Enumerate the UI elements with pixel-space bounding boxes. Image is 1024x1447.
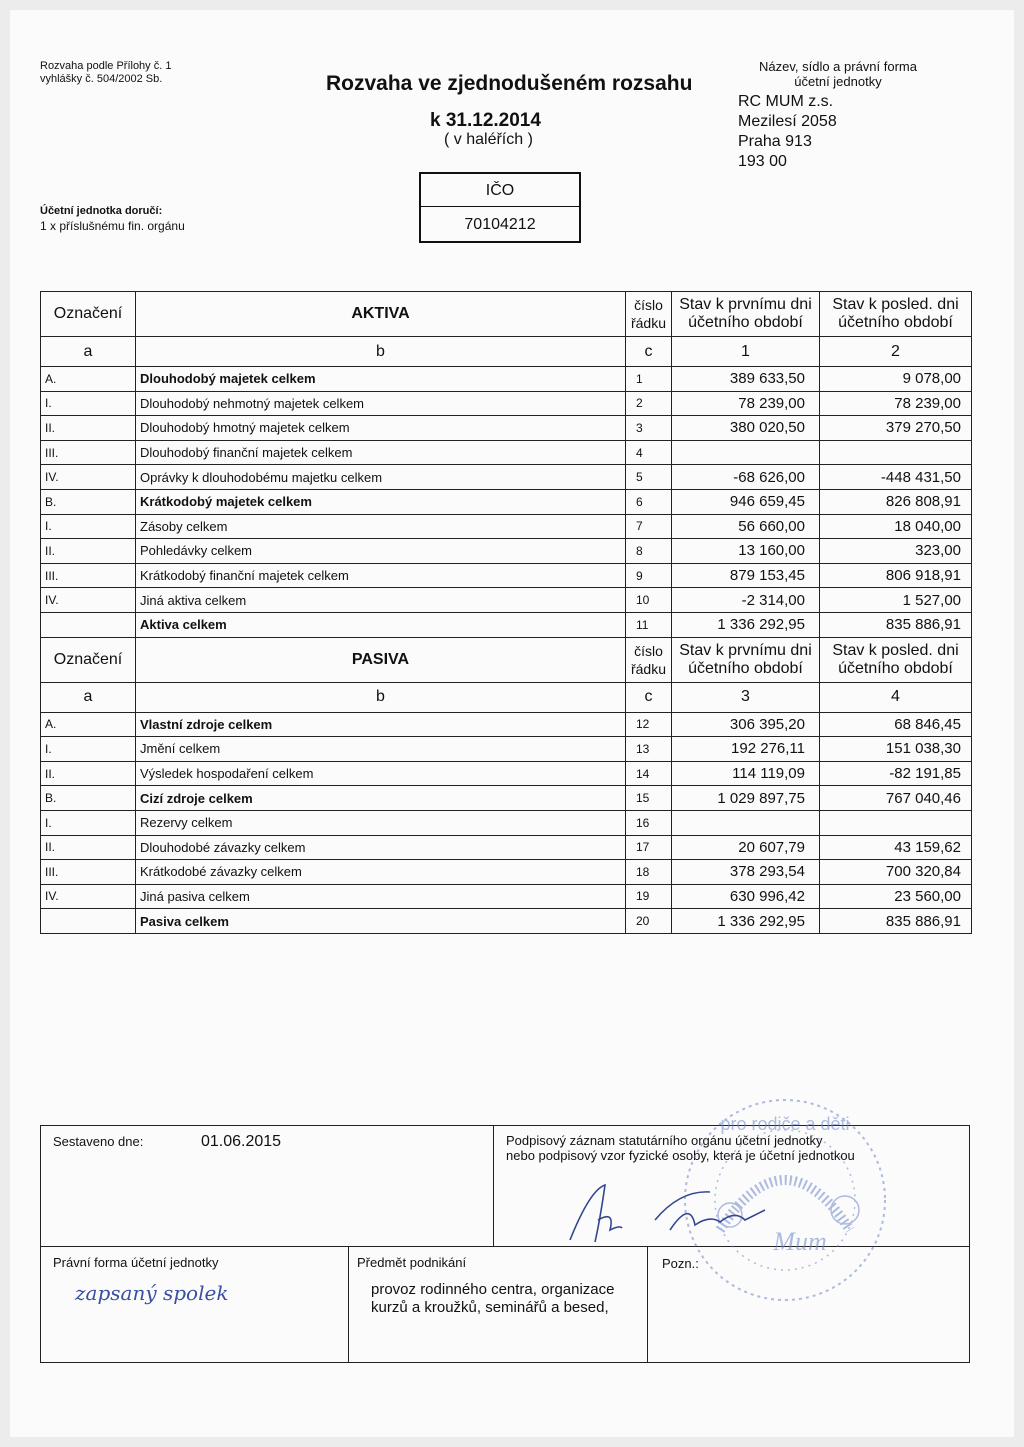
business-line2: kurzů a kroužků, seminářů a besed, (371, 1299, 609, 1316)
assets-table-row (41, 440, 972, 465)
row-name: Rezervy celkem (136, 810, 626, 835)
compiled-label: Sestaveno dne: (53, 1134, 144, 1149)
row-start-value: 306 395,20 (672, 712, 820, 737)
row-code: B. (41, 786, 136, 811)
row-code (41, 612, 136, 637)
assets-col-mark: Označení (41, 292, 136, 337)
row-end-value: 806 918,91 (820, 563, 972, 588)
assets-table-row (41, 391, 972, 416)
row-number: 4 (626, 440, 672, 465)
liabilities-table-row (41, 786, 972, 811)
entity-label-line2: účetní jednotky (794, 74, 882, 89)
liabilities-col-mark: Označení (41, 637, 136, 682)
entity-block (738, 59, 968, 172)
business-line1: provoz rodinného centra, organizace (371, 1281, 615, 1298)
row-name: Aktiva celkem (136, 612, 626, 637)
row-number: 16 (626, 810, 672, 835)
row-name: Krátkodobé závazky celkem (136, 860, 626, 885)
row-start-value: 192 276,11 (672, 737, 820, 762)
row-start-value: 879 153,45 (672, 563, 820, 588)
row-name: Cizí zdroje celkem (136, 786, 626, 811)
row-name: Pasiva celkem (136, 909, 626, 934)
form-note-line2: vyhlášky č. 504/2002 Sb. (40, 73, 163, 85)
liabilities-sub-a: a (41, 682, 136, 712)
liabilities-col-rowno: číslo řádku (626, 637, 672, 682)
ico-box (419, 172, 581, 243)
row-name: Jiná aktiva celkem (136, 588, 626, 613)
row-number: 13 (626, 737, 672, 762)
row-number: 12 (626, 712, 672, 737)
row-start-value: 78 239,00 (672, 391, 820, 416)
row-start-value: 1 336 292,95 (672, 612, 820, 637)
liabilities-sub-c: c (626, 682, 672, 712)
delivery-value: 1 x příslušnému fin. orgánu (40, 219, 185, 233)
compiled-date: 01.06.2015 (201, 1133, 282, 1150)
row-start-value: 378 293,54 (672, 860, 820, 885)
row-number: 5 (626, 465, 672, 490)
row-start-value: -68 626,00 (672, 465, 820, 490)
row-name: Dlouhodobý hmotný majetek celkem (136, 416, 626, 441)
row-start-value: -2 314,00 (672, 588, 820, 613)
row-code: I. (41, 737, 136, 762)
row-code: I. (41, 514, 136, 539)
row-code: III. (41, 860, 136, 885)
row-number: 10 (626, 588, 672, 613)
row-number: 8 (626, 539, 672, 564)
row-name: Zásoby celkem (136, 514, 626, 539)
assets-table-row (41, 416, 972, 441)
liabilities-sub-3: 3 (672, 682, 820, 712)
row-start-value: 389 633,50 (672, 367, 820, 392)
row-end-value: 18 040,00 (820, 514, 972, 539)
note-label: Pozn.: (662, 1256, 699, 1271)
row-end-value: -448 431,50 (820, 465, 972, 490)
row-code: II. (41, 835, 136, 860)
liabilities-col-start: Stav k prvnímu dni účetního období (672, 637, 820, 682)
liabilities-table-row (41, 835, 972, 860)
row-end-value: 323,00 (820, 539, 972, 564)
row-name: Jiná pasiva celkem (136, 884, 626, 909)
form-note-line1: Rozvaha podle Přílohy č. 1 (40, 60, 172, 72)
row-start-value (672, 810, 820, 835)
row-name: Jmění celkem (136, 737, 626, 762)
form-note (40, 60, 171, 86)
row-code: III. (41, 440, 136, 465)
row-code: I. (41, 810, 136, 835)
row-code: A. (41, 712, 136, 737)
liabilities-col-end: Stav k posled. dni účetního období (820, 637, 972, 682)
row-number: 1 (626, 367, 672, 392)
liabilities-sub-b: b (136, 682, 626, 712)
row-end-value: 700 320,84 (820, 860, 972, 885)
liabilities-table-row (41, 860, 972, 885)
assets-table-row (41, 489, 972, 514)
assets-sub-a: a (41, 337, 136, 367)
assets-sub-1: 1 (672, 337, 820, 367)
row-number: 2 (626, 391, 672, 416)
assets-col-end: Stav k posled. dni účetního období (820, 292, 972, 337)
liabilities-col-title: PASIVA (136, 637, 626, 682)
row-start-value: 630 996,42 (672, 884, 820, 909)
assets-sub-c: c (626, 337, 672, 367)
entity-zip: 193 00 (738, 153, 787, 170)
business-box (348, 1246, 648, 1363)
ico-label: IČO (421, 174, 579, 207)
assets-table-row (41, 612, 972, 637)
row-code: II. (41, 416, 136, 441)
row-number: 3 (626, 416, 672, 441)
assets-col-start: Stav k prvnímu dni účetního období (672, 292, 820, 337)
row-end-value: 68 846,45 (820, 712, 972, 737)
row-code: IV. (41, 465, 136, 490)
assets-sub-row (41, 337, 972, 367)
row-code: A. (41, 367, 136, 392)
assets-sub-b: b (136, 337, 626, 367)
liabilities-table-row (41, 712, 972, 737)
liabilities-sub-row (41, 682, 972, 712)
liabilities-table-row (41, 737, 972, 762)
row-end-value: 379 270,50 (820, 416, 972, 441)
row-end-value: 826 808,91 (820, 489, 972, 514)
ico-value: 70104212 (464, 216, 536, 233)
signature-label-line2: nebo podpisový vzor fyzické osoby, která je účetní jednotkou (506, 1148, 855, 1163)
liabilities-header-row (41, 637, 972, 682)
row-number: 15 (626, 786, 672, 811)
assets-header-row (41, 292, 972, 337)
liabilities-table-row (41, 761, 972, 786)
business-label: Předmět podnikání (357, 1255, 467, 1270)
row-number: 19 (626, 884, 672, 909)
assets-table-row (41, 465, 972, 490)
row-code: II. (41, 539, 136, 564)
liabilities-table-row (41, 810, 972, 835)
row-name: Dlouhodobé závazky celkem (136, 835, 626, 860)
liabilities-sub-4: 4 (820, 682, 972, 712)
row-number: 20 (626, 909, 672, 934)
row-end-value: 9 078,00 (820, 367, 972, 392)
row-start-value: 380 020,50 (672, 416, 820, 441)
entity-name: RC MUM z.s. (738, 93, 834, 110)
legal-form-label: Právní forma účetní jednotky (53, 1255, 219, 1270)
document-date: k 31.12.2014 (430, 110, 541, 131)
row-end-value: 1 527,00 (820, 588, 972, 613)
row-code: B. (41, 489, 136, 514)
legal-form-box (40, 1246, 349, 1363)
row-number: 11 (626, 612, 672, 637)
row-code: IV. (41, 884, 136, 909)
row-name: Dlouhodobý finanční majetek celkem (136, 440, 626, 465)
liabilities-table-row (41, 884, 972, 909)
row-end-value: 767 040,46 (820, 786, 972, 811)
row-name: Krátkodobý majetek celkem (136, 489, 626, 514)
row-code (41, 909, 136, 934)
document-title: Rozvaha ve zjednodušeném rozsahu (326, 72, 693, 95)
row-name: Výsledek hospodaření celkem (136, 761, 626, 786)
stamp-text: pro rodiče a děti (720, 1114, 850, 1134)
row-number: 14 (626, 761, 672, 786)
liabilities-table-row (41, 909, 972, 934)
assets-table-row (41, 539, 972, 564)
entity-street: Mezilesí 2058 (738, 113, 837, 130)
row-end-value: 78 239,00 (820, 391, 972, 416)
assets-table-row (41, 514, 972, 539)
delivery-label: Účetní jednotka doručí: (40, 205, 163, 217)
handwritten-signature (560, 1180, 780, 1250)
row-code: III. (41, 563, 136, 588)
document-unit: ( v haléřích ) (444, 131, 533, 148)
legal-form-value: zapsaný spolek (75, 1281, 229, 1305)
row-code: II. (41, 761, 136, 786)
row-name: Vlastní zdroje celkem (136, 712, 626, 737)
signature-label-line1: Podpisový záznam statutárního orgánu účetní jednotky (506, 1133, 823, 1148)
assets-col-title: AKTIVA (136, 292, 626, 337)
row-number: 9 (626, 563, 672, 588)
row-number: 7 (626, 514, 672, 539)
compiled-box (40, 1125, 494, 1247)
stamp-logo: Mum (773, 1227, 827, 1256)
row-start-value: 946 659,45 (672, 489, 820, 514)
row-number: 17 (626, 835, 672, 860)
row-number: 6 (626, 489, 672, 514)
row-end-value: 835 886,91 (820, 909, 972, 934)
row-start-value: 56 660,00 (672, 514, 820, 539)
balance-table (40, 291, 972, 934)
assets-sub-2: 2 (820, 337, 972, 367)
row-start-value: 1 336 292,95 (672, 909, 820, 934)
row-end-value: 43 159,62 (820, 835, 972, 860)
row-start-value: 114 119,09 (672, 761, 820, 786)
assets-table-row (41, 367, 972, 392)
row-name: Dlouhodobý majetek celkem (136, 367, 626, 392)
entity-city: Praha 913 (738, 133, 812, 150)
row-number: 18 (626, 860, 672, 885)
business-value (371, 1281, 615, 1317)
assets-table-row (41, 563, 972, 588)
row-name: Pohledávky celkem (136, 539, 626, 564)
row-code: I. (41, 391, 136, 416)
row-end-value (820, 440, 972, 465)
row-start-value: 13 160,00 (672, 539, 820, 564)
assets-table-row (41, 588, 972, 613)
row-code: IV. (41, 588, 136, 613)
row-end-value: 23 560,00 (820, 884, 972, 909)
entity-label-line1: Název, sídlo a právní forma (759, 59, 917, 74)
assets-col-rowno: číslo řádku (626, 292, 672, 337)
row-name: Oprávky k dlouhodobému majetku celkem (136, 465, 626, 490)
row-name: Dlouhodobý nehmotný majetek celkem (136, 391, 626, 416)
row-start-value: 1 029 897,75 (672, 786, 820, 811)
row-name: Krátkodobý finanční majetek celkem (136, 563, 626, 588)
delivery-note (40, 205, 185, 233)
row-start-value: 20 607,79 (672, 835, 820, 860)
row-start-value (672, 440, 820, 465)
row-end-value (820, 810, 972, 835)
row-end-value: 835 886,91 (820, 612, 972, 637)
row-end-value: -82 191,85 (820, 761, 972, 786)
row-end-value: 151 038,30 (820, 737, 972, 762)
